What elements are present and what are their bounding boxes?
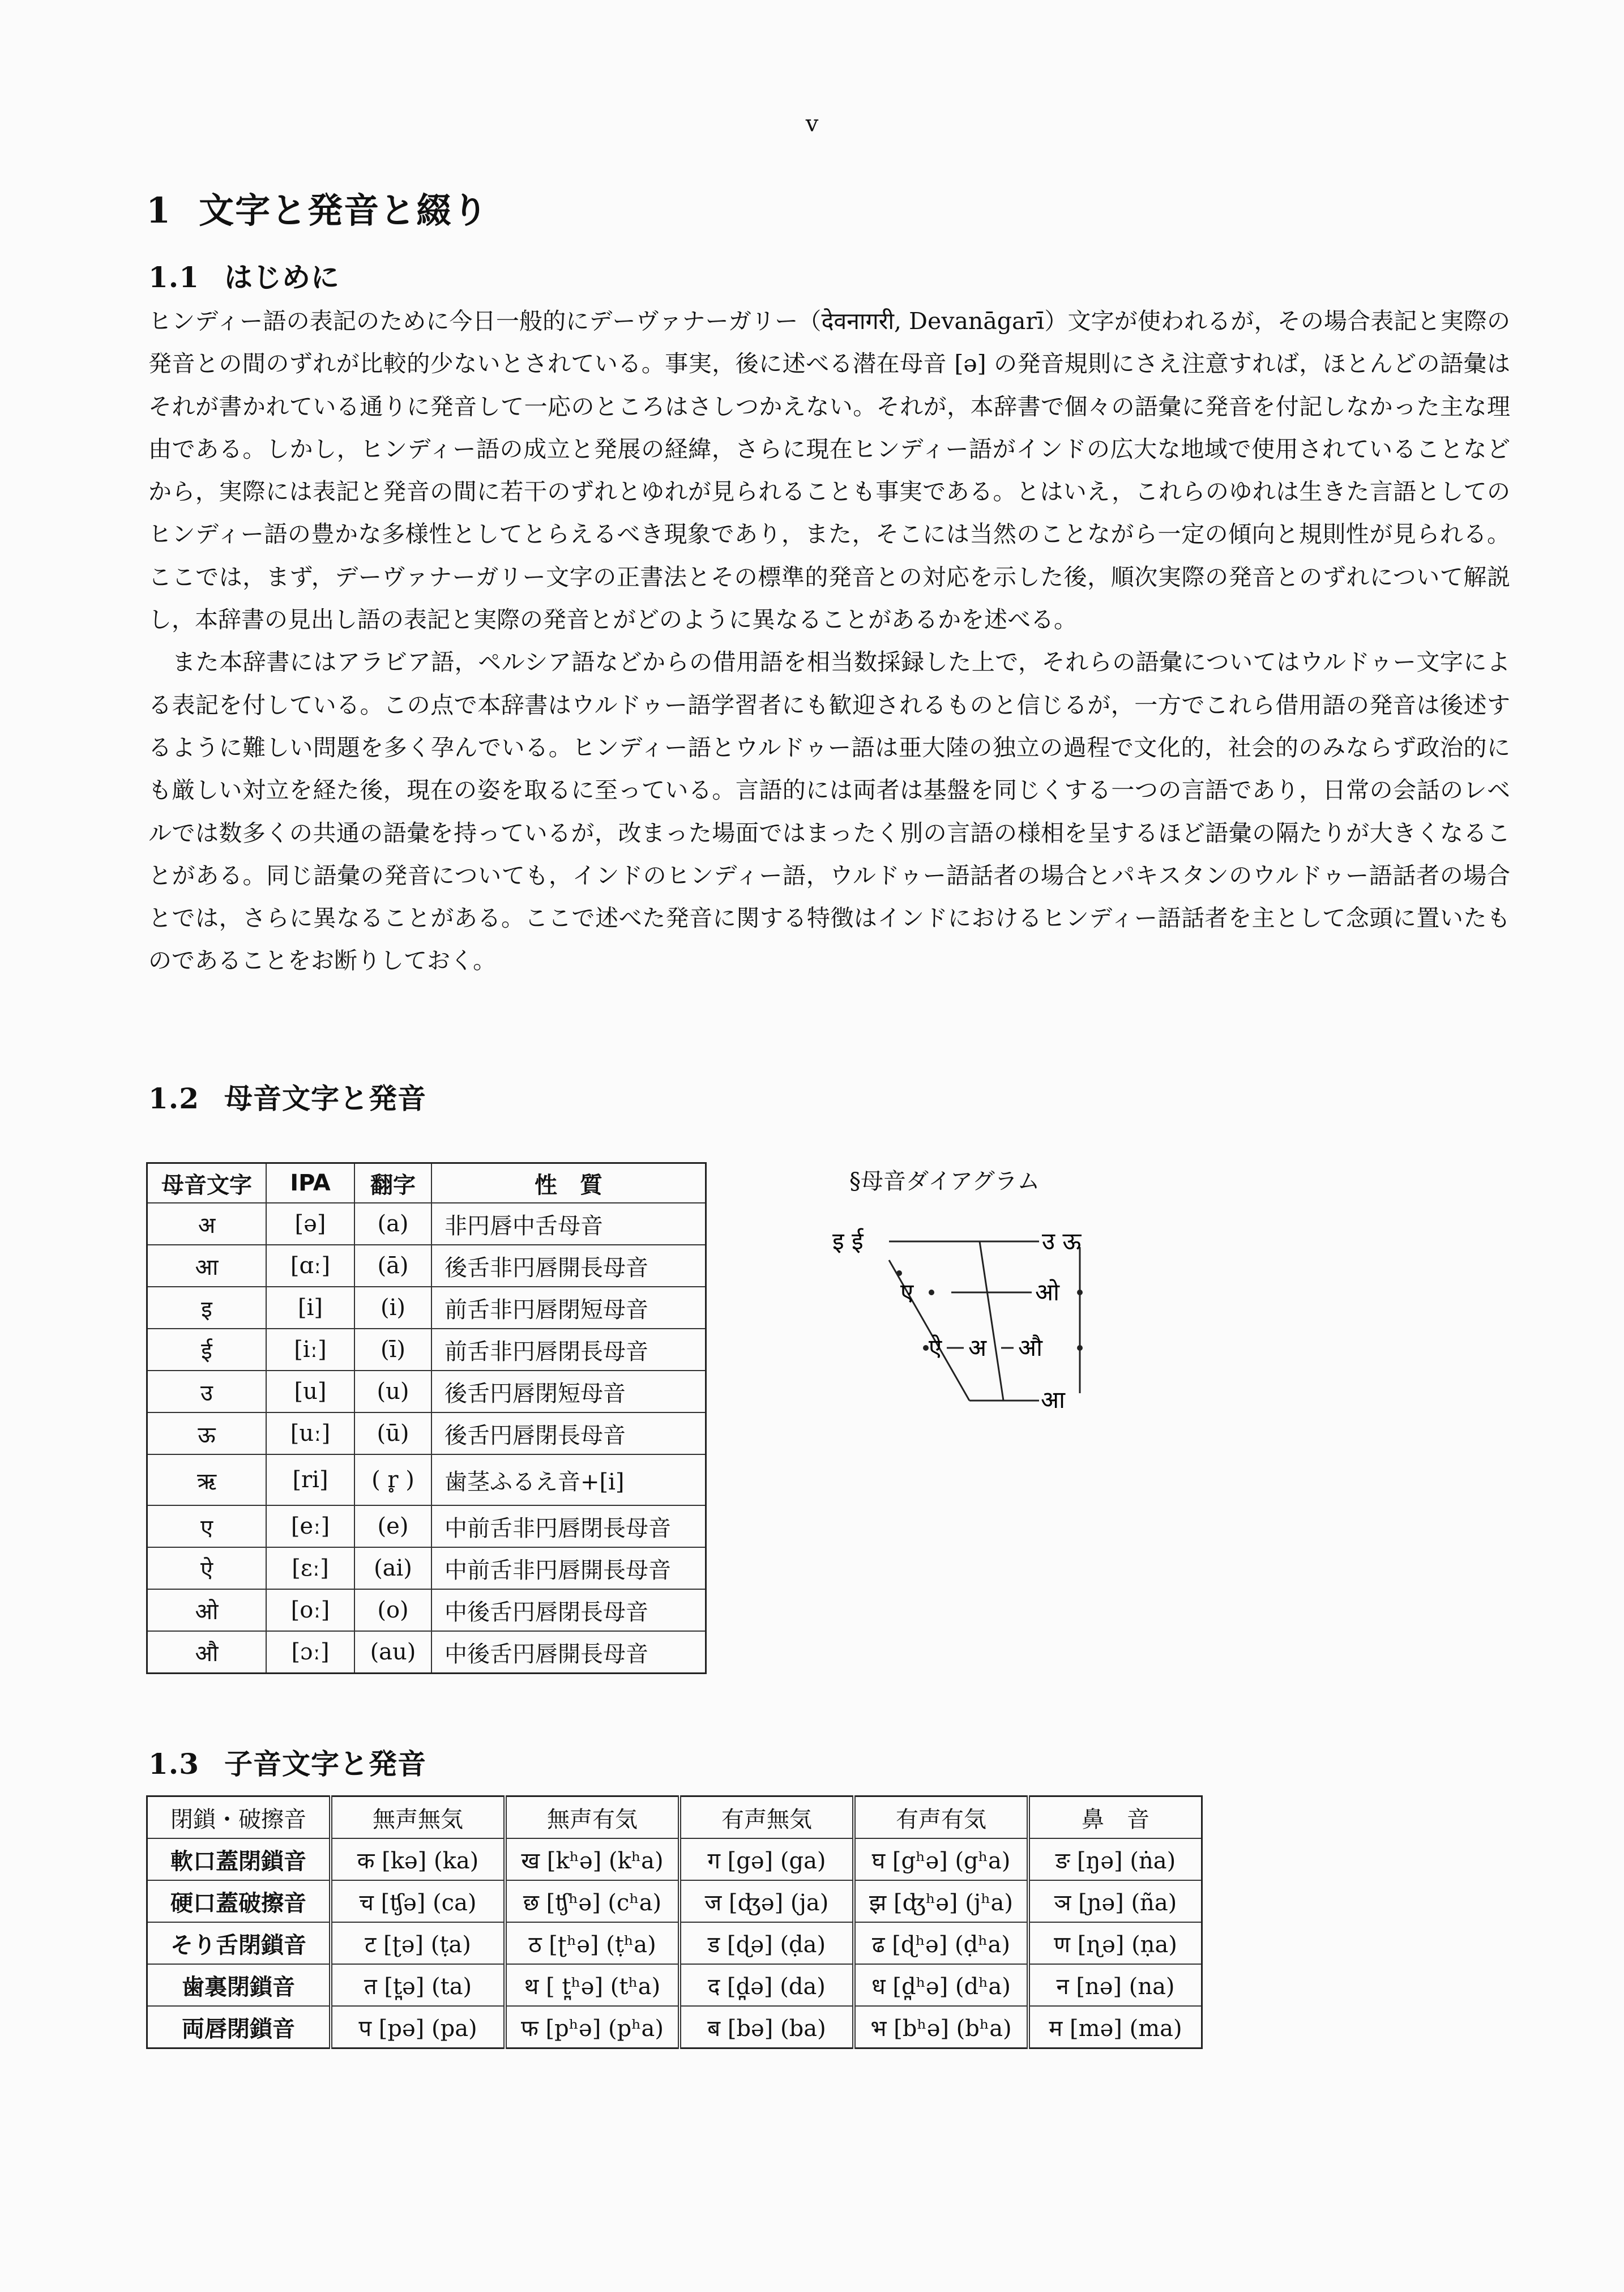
diagram-label-o: ओ bbox=[1035, 1278, 1059, 1306]
intro-paragraph-2: また本辞書にはアラビア語，ペルシア語などからの借用語を相当数採録した上で，それらの語彙についてはウルドゥー文字による表記を付している。この点で本辞書はウルドゥー語学習者にも歓迎されるものと信じるが，一方でこれら借用語の発音は後述するように難しい問題を多く孕んでいる。ヒンディー語とウルドゥー語は亜大陸の独立の過程で文化的，社会的のみならず政治的にも厳しい対立を経た後，現在の姿を取るに至っている。言語的には両者は基盤を同じくする一つの言語であり，日常の会話のレベルでは数多くの共通の語彙を持っているが，改まった場面ではまったく別の言語の様相を呈するほど語彙の隔たりが大きくなることがある。同じ語彙の発音についても，インドのヒンディー語，ウルドゥー語話者の場合とパキスタンのウルドゥー語話者の場合とでは，さらに異なることがある。ここで述べた発音に関する特徴はインドにおけるヒンディー語話者を主として念頭に置いたものであることをお断りしておく。 bbox=[148, 648, 1510, 975]
table-row bbox=[147, 1203, 706, 1245]
vowel-letter: ऋ bbox=[147, 1454, 267, 1505]
vowel-ipa: [ə] bbox=[266, 1203, 354, 1245]
table-row bbox=[147, 1454, 706, 1505]
table-row bbox=[147, 1287, 706, 1329]
vowel-quality: 中前舌非円唇閉長母音 bbox=[431, 1505, 706, 1547]
consonant-cell: ख [kʰə] (kʰa) bbox=[505, 1838, 679, 1880]
consonant-cell: न [nə] (na) bbox=[1028, 1964, 1202, 2006]
table-row bbox=[147, 1329, 706, 1371]
consonant-col-header: 無声無気 bbox=[331, 1796, 505, 1839]
vowel-translit: (ā) bbox=[354, 1245, 431, 1287]
vowel-diagram-title: §母音ダイアグラム bbox=[849, 1168, 1040, 1194]
diagram-dot bbox=[929, 1290, 934, 1295]
vowel-letter: ऊ bbox=[147, 1412, 267, 1454]
table-row bbox=[147, 1922, 1202, 1964]
vowel-translit: (ī) bbox=[354, 1329, 431, 1371]
consonant-cell: त [t̪ə] (ta) bbox=[331, 1964, 505, 2006]
consonant-cell: प [pə] (pa) bbox=[331, 2006, 505, 2048]
table-row bbox=[147, 1505, 706, 1547]
consonant-cell: फ [pʰə] (pʰa) bbox=[505, 2006, 679, 2048]
vowel-ipa: [ɛː] bbox=[266, 1547, 354, 1589]
consonant-row-label: 軟口蓋閉鎖音 bbox=[147, 1838, 331, 1880]
consonant-col-header: 無声有気 bbox=[505, 1796, 679, 1839]
vowel-quality: 歯茎ふるえ音+[i] bbox=[431, 1454, 706, 1505]
vowel-col-header: 翻字 bbox=[354, 1163, 431, 1203]
table-row bbox=[147, 1964, 1202, 2006]
table-row bbox=[147, 1412, 706, 1454]
section-heading-1-2 bbox=[148, 1076, 426, 1117]
vowel-quality: 後舌円唇閉短母音 bbox=[431, 1371, 706, 1412]
section-number: 1.2 bbox=[148, 1082, 199, 1115]
vowel-quality: 後舌非円唇開長母音 bbox=[431, 1245, 706, 1287]
table-row bbox=[147, 1880, 1202, 1922]
diagram-label-au: औ bbox=[1018, 1334, 1042, 1361]
consonant-cell: म [mə] (ma) bbox=[1028, 2006, 1202, 2048]
table-row bbox=[147, 1631, 706, 1674]
vowel-quality: 中後舌円唇閉長母音 bbox=[431, 1589, 706, 1631]
vowel-col-header: 母音文字 bbox=[147, 1163, 267, 1203]
consonant-cell: ब [bə] (ba) bbox=[679, 2006, 854, 2048]
consonant-table-header-row bbox=[147, 1796, 1202, 1839]
chapter-title: 文字と発音と綴り bbox=[199, 190, 489, 231]
section-title: 母音文字と発音 bbox=[224, 1082, 426, 1115]
consonant-cell: ण [ɳə] (ṇa) bbox=[1028, 1922, 1202, 1964]
intro-text bbox=[148, 300, 1510, 983]
page-number: v bbox=[805, 111, 819, 137]
consonant-row-label: 硬口蓋破擦音 bbox=[147, 1880, 331, 1922]
vowel-letter: उ bbox=[147, 1371, 267, 1412]
vowel-table-header-row bbox=[147, 1163, 706, 1203]
section-title: はじめに bbox=[224, 261, 340, 294]
vowel-letter: आ bbox=[147, 1245, 267, 1287]
vowel-letter: इ bbox=[147, 1287, 267, 1329]
diagram-dot bbox=[1077, 1290, 1083, 1295]
vowel-ipa: [iː] bbox=[266, 1329, 354, 1371]
chapter-number: 1 bbox=[146, 190, 172, 231]
consonant-row-label: 歯裏閉鎖音 bbox=[147, 1964, 331, 2006]
vowel-letter: ई bbox=[147, 1329, 267, 1371]
diagram-label-a: अ bbox=[968, 1334, 987, 1361]
diagram-dot bbox=[896, 1270, 902, 1276]
vowel-letter: अ bbox=[147, 1203, 267, 1245]
consonant-cell: द [d̪ə] (da) bbox=[679, 1964, 854, 2006]
consonant-cell: ज [ʤə] (ja) bbox=[679, 1880, 854, 1922]
table-row bbox=[147, 2006, 1202, 2048]
vowel-quality: 前舌非円唇閉短母音 bbox=[431, 1287, 706, 1329]
consonant-cell: थ [ t̪ʰə] (tʰa) bbox=[505, 1964, 679, 2006]
section-number: 1.1 bbox=[148, 261, 199, 294]
vowel-letter: औ bbox=[147, 1631, 267, 1674]
section-title: 子音文字と発音 bbox=[224, 1748, 426, 1781]
section-heading-1-1 bbox=[148, 255, 340, 296]
consonant-cell: ढ [ɖʰə] (ḍʰa) bbox=[854, 1922, 1028, 1964]
vowel-letter: ए bbox=[147, 1505, 267, 1547]
section-heading-1-3 bbox=[148, 1742, 426, 1782]
table-row bbox=[147, 1838, 1202, 1880]
diagram-label-u: उ ऊ bbox=[1042, 1227, 1082, 1255]
consonant-cell: क [kə] (ka) bbox=[331, 1838, 505, 1880]
diagram-label-ai: ऐ bbox=[929, 1334, 942, 1361]
consonant-table bbox=[146, 1795, 1203, 2049]
vowel-ipa: [uː] bbox=[266, 1412, 354, 1454]
vowel-translit: (ai) bbox=[354, 1547, 431, 1589]
diagram-label-i: इ ई bbox=[832, 1227, 864, 1255]
chapter-heading bbox=[146, 182, 489, 233]
vowel-translit: (e) bbox=[354, 1505, 431, 1547]
intro-paragraph-1: ヒンディー語の表記のために今日一般的にデーヴァナーガリー（देवनागरी, Devanāgarī）文字が使われるが，その場合表記と実際の発音との間のずれが比較的少ないとされている。事実，後に述べる潜在母音 [ə] の発音規則にさえ注意すれば，ほとんどの語彙はそれが書かれている通りに発音して一応のところはさしつかえない。それが，本辞書で個々の語彙に発音を付記しなかった主な理由である。しかし，ヒンディー語の成立と発展の経緯，さらに現在ヒンディー語がインドの広大な地域で使用されていることなどから，実際には表記と発音の間に若干のずれとゆれが見られることも事実である。とはいえ，これらのゆれは生きた言語としてのヒンディー語の豊かな多様性としてとらえるべき現象であり，また，そこには当然のことながら一定の傾向と規則性が見られる。ここでは，まず，デーヴァナーガリー文字の正書法とその標準的発音との対応を示した後，順次実際の発音とのずれについて解説し，本辞書の見出し語の表記と実際の発音とがどのように異なることがあるかを述べる。 bbox=[148, 308, 1510, 634]
consonant-col-header: 閉鎖・破擦音 bbox=[147, 1796, 331, 1839]
table-row bbox=[147, 1547, 706, 1589]
vowel-letter: ऐ bbox=[147, 1547, 267, 1589]
consonant-cell: भ [bʰə] (bʰa) bbox=[854, 2006, 1028, 2048]
vowel-ipa: [ɑː] bbox=[266, 1245, 354, 1287]
table-row bbox=[147, 1589, 706, 1631]
vowel-translit: (o) bbox=[354, 1589, 431, 1631]
vowel-table bbox=[146, 1162, 707, 1674]
vowel-translit: (u) bbox=[354, 1371, 431, 1412]
consonant-cell: च [ʧə] (ca) bbox=[331, 1880, 505, 1922]
consonant-row-label: そり舌閉鎖音 bbox=[147, 1922, 331, 1964]
table-row bbox=[147, 1371, 706, 1412]
vowel-quality: 非円唇中舌母音 bbox=[431, 1203, 706, 1245]
consonant-cell: झ [ʤʰə] (jʰa) bbox=[854, 1880, 1028, 1922]
consonant-cell: ञ [ɲə] (ña) bbox=[1028, 1880, 1202, 1922]
consonant-cell: ध [d̪ʰə] (dʰa) bbox=[854, 1964, 1028, 2006]
diagram-label-e: ए bbox=[900, 1278, 914, 1306]
vowel-translit: (ū) bbox=[354, 1412, 431, 1454]
consonant-row-label: 両唇閉鎖音 bbox=[147, 2006, 331, 2048]
vowel-quality: 中後舌円唇開長母音 bbox=[431, 1631, 706, 1674]
vowel-translit: (a) bbox=[354, 1203, 431, 1245]
consonant-cell: ङ [ŋə] (ṅa) bbox=[1028, 1838, 1202, 1880]
diagram-line-central bbox=[980, 1241, 1003, 1401]
consonant-cell: छ [ʧʰə] (cʰa) bbox=[505, 1880, 679, 1922]
consonant-col-header: 鼻 音 bbox=[1028, 1796, 1202, 1839]
vowel-quality: 後舌円唇閉長母音 bbox=[431, 1412, 706, 1454]
vowel-quality: 中前舌非円唇開長母音 bbox=[431, 1547, 706, 1589]
vowel-col-header: 性 質 bbox=[431, 1163, 706, 1203]
vowel-ipa: [eː] bbox=[266, 1505, 354, 1547]
vowel-ipa: [oː] bbox=[266, 1589, 354, 1631]
diagram-dot bbox=[1077, 1345, 1083, 1351]
vowel-quality: 前舌非円唇閉長母音 bbox=[431, 1329, 706, 1371]
diagram-dot bbox=[923, 1345, 929, 1351]
consonant-col-header: 有声無気 bbox=[679, 1796, 854, 1839]
vowel-translit: (au) bbox=[354, 1631, 431, 1674]
vowel-letter: ओ bbox=[147, 1589, 267, 1631]
vowel-translit: (i) bbox=[354, 1287, 431, 1329]
section-number: 1.3 bbox=[148, 1747, 199, 1781]
consonant-cell: ड [ɖə] (ḍa) bbox=[679, 1922, 854, 1964]
diagram-label-aa: आ bbox=[1041, 1386, 1065, 1414]
consonant-cell: घ [gʰə] (gʰa) bbox=[854, 1838, 1028, 1880]
vowel-col-header: IPA bbox=[266, 1163, 354, 1203]
vowel-ipa: [ri] bbox=[266, 1454, 354, 1505]
consonant-cell: ठ [ʈʰə] (ṭʰa) bbox=[505, 1922, 679, 1964]
consonant-cell: ग [gə] (ga) bbox=[679, 1838, 854, 1880]
vowel-ipa: [i] bbox=[266, 1287, 354, 1329]
consonant-col-header: 有声有気 bbox=[854, 1796, 1028, 1839]
vowel-ipa: [u] bbox=[266, 1371, 354, 1412]
vowel-translit: ( r̥ ) bbox=[354, 1454, 431, 1505]
vowel-ipa: [ɔː] bbox=[266, 1631, 354, 1674]
consonant-cell: ट [ʈə] (ṭa) bbox=[331, 1922, 505, 1964]
vowel-diagram bbox=[815, 1212, 1132, 1427]
table-row bbox=[147, 1245, 706, 1287]
